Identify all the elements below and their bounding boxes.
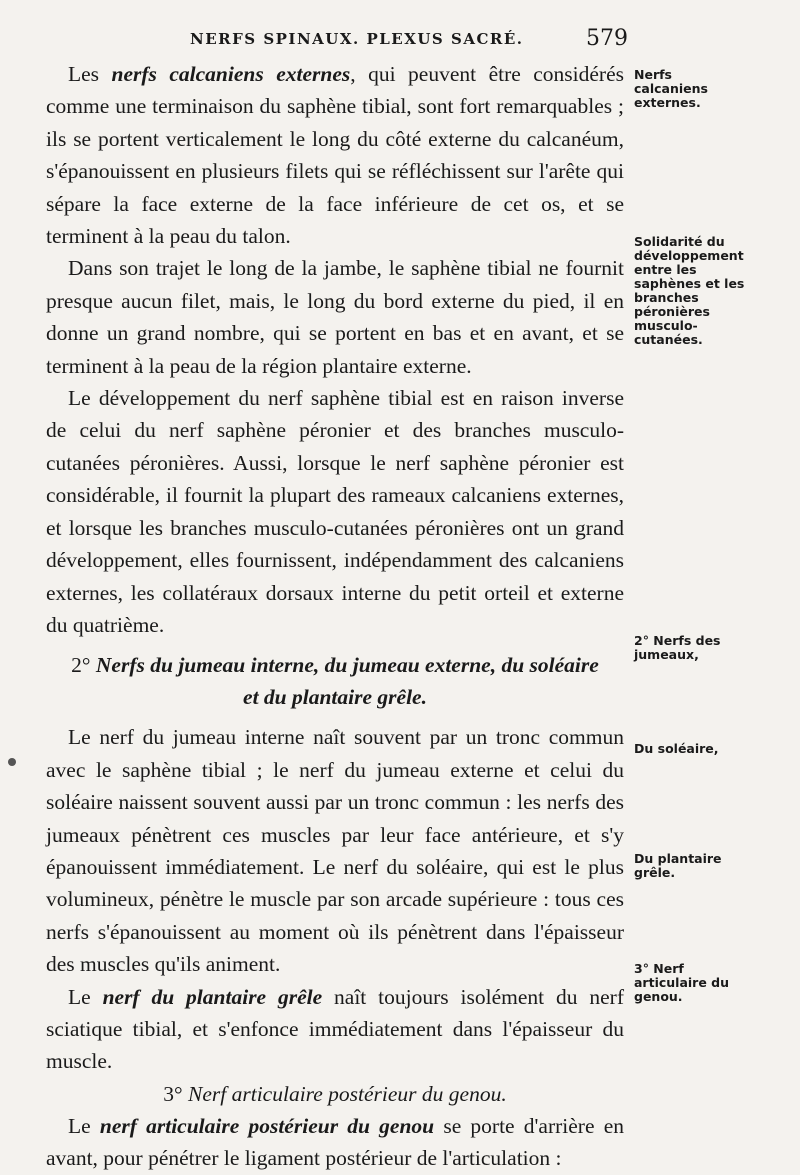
paragraph-plantaire: Le nerf du plantaire grêle naît toujours isolément du nerf sciatique tibial, et s'enfonce immédiatement dans l'épaisseur du muscle.	[46, 984, 624, 1074]
margin-note-solidarite: Solidarité du développement entre les saphènes et les branches péronières musculo-cutanées.	[634, 234, 745, 347]
ink-spot	[8, 758, 16, 766]
section-heading-3: 3° Nerf articulaire postérieur du genou.	[163, 1081, 507, 1106]
main-text	[46, 58, 624, 1175]
running-head: NERFS SPINAUX. PLEXUS SACRÉ.	[190, 30, 524, 48]
paragraph-articulaire: Le nerf articulaire postérieur du genou se porte d'arrière en avant, pour pénétrer le ligament postérieur de l'articulation :	[46, 1113, 624, 1171]
paragraph-jumeaux: Le nerf du jumeau interne naît souvent par un tronc commun avec le saphène tibial ; le nerf du jumeau externe et celui du soléaire naissent souvent aussi par un tronc commun : les nerfs des jumeaux pénètrent ces muscles par leur face antérieure, et s'y épanouissent immédiatement. Le nerf du soléaire, qui est le plus volumineux, pénètre le muscle par son arcade supérieure : tous ces nerfs s'épanouissent au moment où ils pénètrent dans l'épaisseur des muscles qu'ils animent.	[46, 725, 624, 977]
paragraph-calcaniens: Les nerfs calcaniens externes, qui peuvent être considérés comme une terminaison du saphène tibial, sont fort remarquables ; ils se portent verticalement le long du côté externe du calcanéum, s'épanouissent en plusieurs filets qui se réfléchissent sur l'arête qui sépare la face externe de la face inférieure de cet os, et se terminent à la peau du talon.	[46, 62, 624, 249]
margin-note-plantaire: Du plantaire grêle.	[634, 851, 722, 880]
term-nerfs-calcaniens: nerfs calcaniens externes	[111, 62, 351, 86]
section-heading-2: 2° Nerfs du jumeau interne, du jumeau externe, du soléaire et du plantaire grêle.	[71, 653, 599, 710]
margin-note-calcaniens: Nerfs calcaniens externes.	[634, 67, 708, 110]
margin-note-jumeaux: 2° Nerfs des jumeaux,	[634, 633, 721, 662]
paragraph-developpement: Le développement du nerf saphène tibial est en raison inverse de celui du nerf saphène péronier et des branches musculo-cutanées péronières. Aussi, lorsque le nerf saphène péronier est considérable, il fournit la plupart des rameaux calcaniens externes, et lorsque les branches musculo-cutanées péronières ont un grand développement, elles fournissent, indépendamment des calcaniens externes, les collatéraux dorsaux interne du petit orteil et externe du quatrième.	[46, 386, 624, 637]
term-nerf-plantaire: nerf du plantaire grêle	[102, 984, 323, 1009]
page-number: 579	[586, 26, 628, 51]
paragraph-trajet: Dans son trajet le long de la jambe, le saphène tibial ne fournit presque aucun filet, mais, le long du bord externe du pied, il en donne un grand nombre, qui se portent en bas et en avant, et se terminent à la peau de la région plantaire externe.	[46, 256, 624, 378]
term-nerf-articulaire: nerf articulaire postérieur du genou	[99, 1113, 435, 1138]
margin-note-articulaire: 3° Nerf articulaire du genou.	[634, 961, 730, 1004]
margin-note-soleaire: Du soléaire,	[634, 741, 719, 756]
